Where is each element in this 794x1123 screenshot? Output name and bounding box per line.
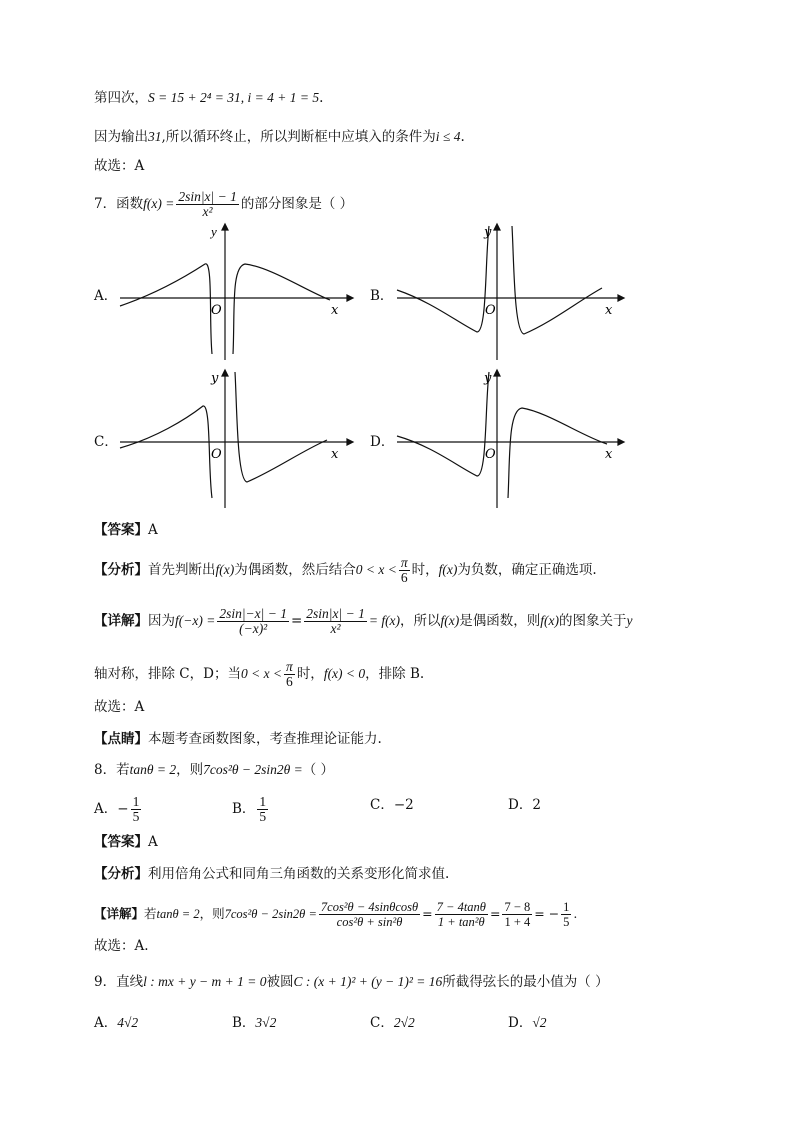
- origin-label: O: [485, 303, 496, 318]
- question-9: 9．直线l : mx + y − m + 1 = 0被圆C : (x + 1)² + (y − 1)² = 16所截得弦长的最小值为（ ）: [94, 974, 609, 990]
- fraction: $\frac{7 - 4\tan\theta}{\text{1 + tan²θ}}$: [436, 900, 486, 929]
- question-7: 7．函数f(x) = $\frac{2\sin|x| - 1}{\text{x²}}$ 的部分图象是（ ）: [94, 189, 354, 219]
- fraction: $\frac{\pi}{6}$: [400, 555, 408, 585]
- q7-answer: 【答案】A: [94, 522, 158, 538]
- option-d-label[interactable]: D．: [370, 434, 395, 450]
- q7-detail: 【详解】因为f(−x) = $\frac{2\sin|-x| - 1}{\text{(−x)²}}$ = $\frac{2\sin|x| - 1}{\text{x²}}$ = f(x)，所以f(x)是偶函数，则f(x)的图象关于y: [94, 606, 633, 636]
- x-axis-label: x: [605, 303, 613, 318]
- solution-step-line: 第四次，S = 15 + 2⁴ = 31, i = 4 + 1 = 5.: [94, 90, 324, 106]
- q7-detail-cont: 轴对称，排除 C，D；当0 < x < $\frac{\pi}{6}$ 时，f(x) < 0，排除 B.: [94, 659, 425, 689]
- q9-option-b[interactable]: B．3√2: [232, 1015, 277, 1031]
- q8-analysis: 【分析】利用倍角公式和同角三角函数的关系变形化简求值.: [94, 866, 450, 882]
- q8-answer: 【答案】A: [94, 834, 158, 850]
- fraction: $\frac{7 - 8}{1 + 4}$: [504, 900, 531, 929]
- graph-c[interactable]: [115, 368, 355, 513]
- option-a-label[interactable]: A．: [94, 288, 118, 304]
- solution-conclusion-line: 因为输出31,所以循环终止，所以判断框中应填入的条件为i ≤ 4.: [94, 129, 465, 145]
- q8-detail: 【详解】若tanθ = 2，则7cos²θ − 2sin2θ = $\frac{\text{7cos²θ − 4sinθcosθ}}{\text{cos²θ + sin²θ}}$ = $\frac{7 - 4\tan\theta}{\text{1 + tan²θ}}$ = $\frac{7 - 8}{1 + 4}$ = − $\frac{1}{5}$ .: [94, 900, 578, 929]
- q8-option-c[interactable]: C．−2: [370, 797, 414, 813]
- option-b-label[interactable]: B．: [370, 288, 394, 304]
- x-axis-label: x: [605, 447, 613, 462]
- fraction: $\frac{\text{7cos²θ − 4sinθcosθ}}{\text{cos²θ + sin²θ}}$: [320, 900, 419, 929]
- fraction: $\frac{2\sin|-x| - 1}{\text{(−x)²}}$: [219, 606, 287, 636]
- q8-choose: 故选：A.: [94, 938, 149, 954]
- fraction: $\frac{1}{5}$: [259, 794, 267, 824]
- option-c-label[interactable]: C．: [94, 434, 118, 450]
- question-8: 8．若tanθ = 2，则7cos²θ − 2sin2θ =（ ）: [94, 762, 335, 778]
- fraction: $\frac{2\sin|x| - 1}{\text{x²}}$: [306, 606, 365, 636]
- graph-d[interactable]: [392, 368, 632, 513]
- y-axis-label: y: [211, 224, 217, 239]
- q8-option-b[interactable]: B． $\frac{1}{5}$: [232, 794, 267, 824]
- q8-option-d[interactable]: D．2: [508, 797, 541, 813]
- origin-label: O: [485, 447, 496, 462]
- q7-note: 【点睛】本题考查函数图象，考查推理论证能力.: [94, 731, 382, 747]
- x-axis-label: x: [331, 303, 339, 318]
- q9-option-a[interactable]: A．4√2: [94, 1015, 139, 1031]
- q7-choose: 故选：A: [94, 699, 145, 715]
- x-axis-label: x: [331, 447, 339, 462]
- choose-line: 故选：A: [94, 158, 145, 174]
- fraction: $\frac{1}{5}$: [132, 794, 140, 824]
- origin-label: O: [211, 303, 222, 318]
- q7-analysis: 【分析】首先判断出f(x)为偶函数，然后结合0 < x < $\frac{\pi}{6}$ 时，f(x)为负数，确定正确选项.: [94, 555, 597, 585]
- q9-option-c[interactable]: C．2√2: [370, 1015, 415, 1031]
- y-axis-label: y: [484, 225, 492, 240]
- fraction: $\frac{1}{5}$: [563, 900, 570, 929]
- origin-label: O: [211, 447, 222, 462]
- graph-a[interactable]: [115, 222, 355, 362]
- fraction: $\frac{2\sin|x| - 1}{\text{x²}}$: [178, 189, 237, 219]
- fraction: $\frac{\pi}{6}$: [286, 659, 293, 689]
- graph-b[interactable]: [392, 222, 632, 362]
- q9-option-d[interactable]: D．√2: [508, 1015, 547, 1031]
- y-axis-label: y: [211, 371, 219, 386]
- q8-option-a[interactable]: A．− $\frac{1}{5}$: [94, 794, 140, 824]
- y-axis-label: y: [484, 371, 492, 386]
